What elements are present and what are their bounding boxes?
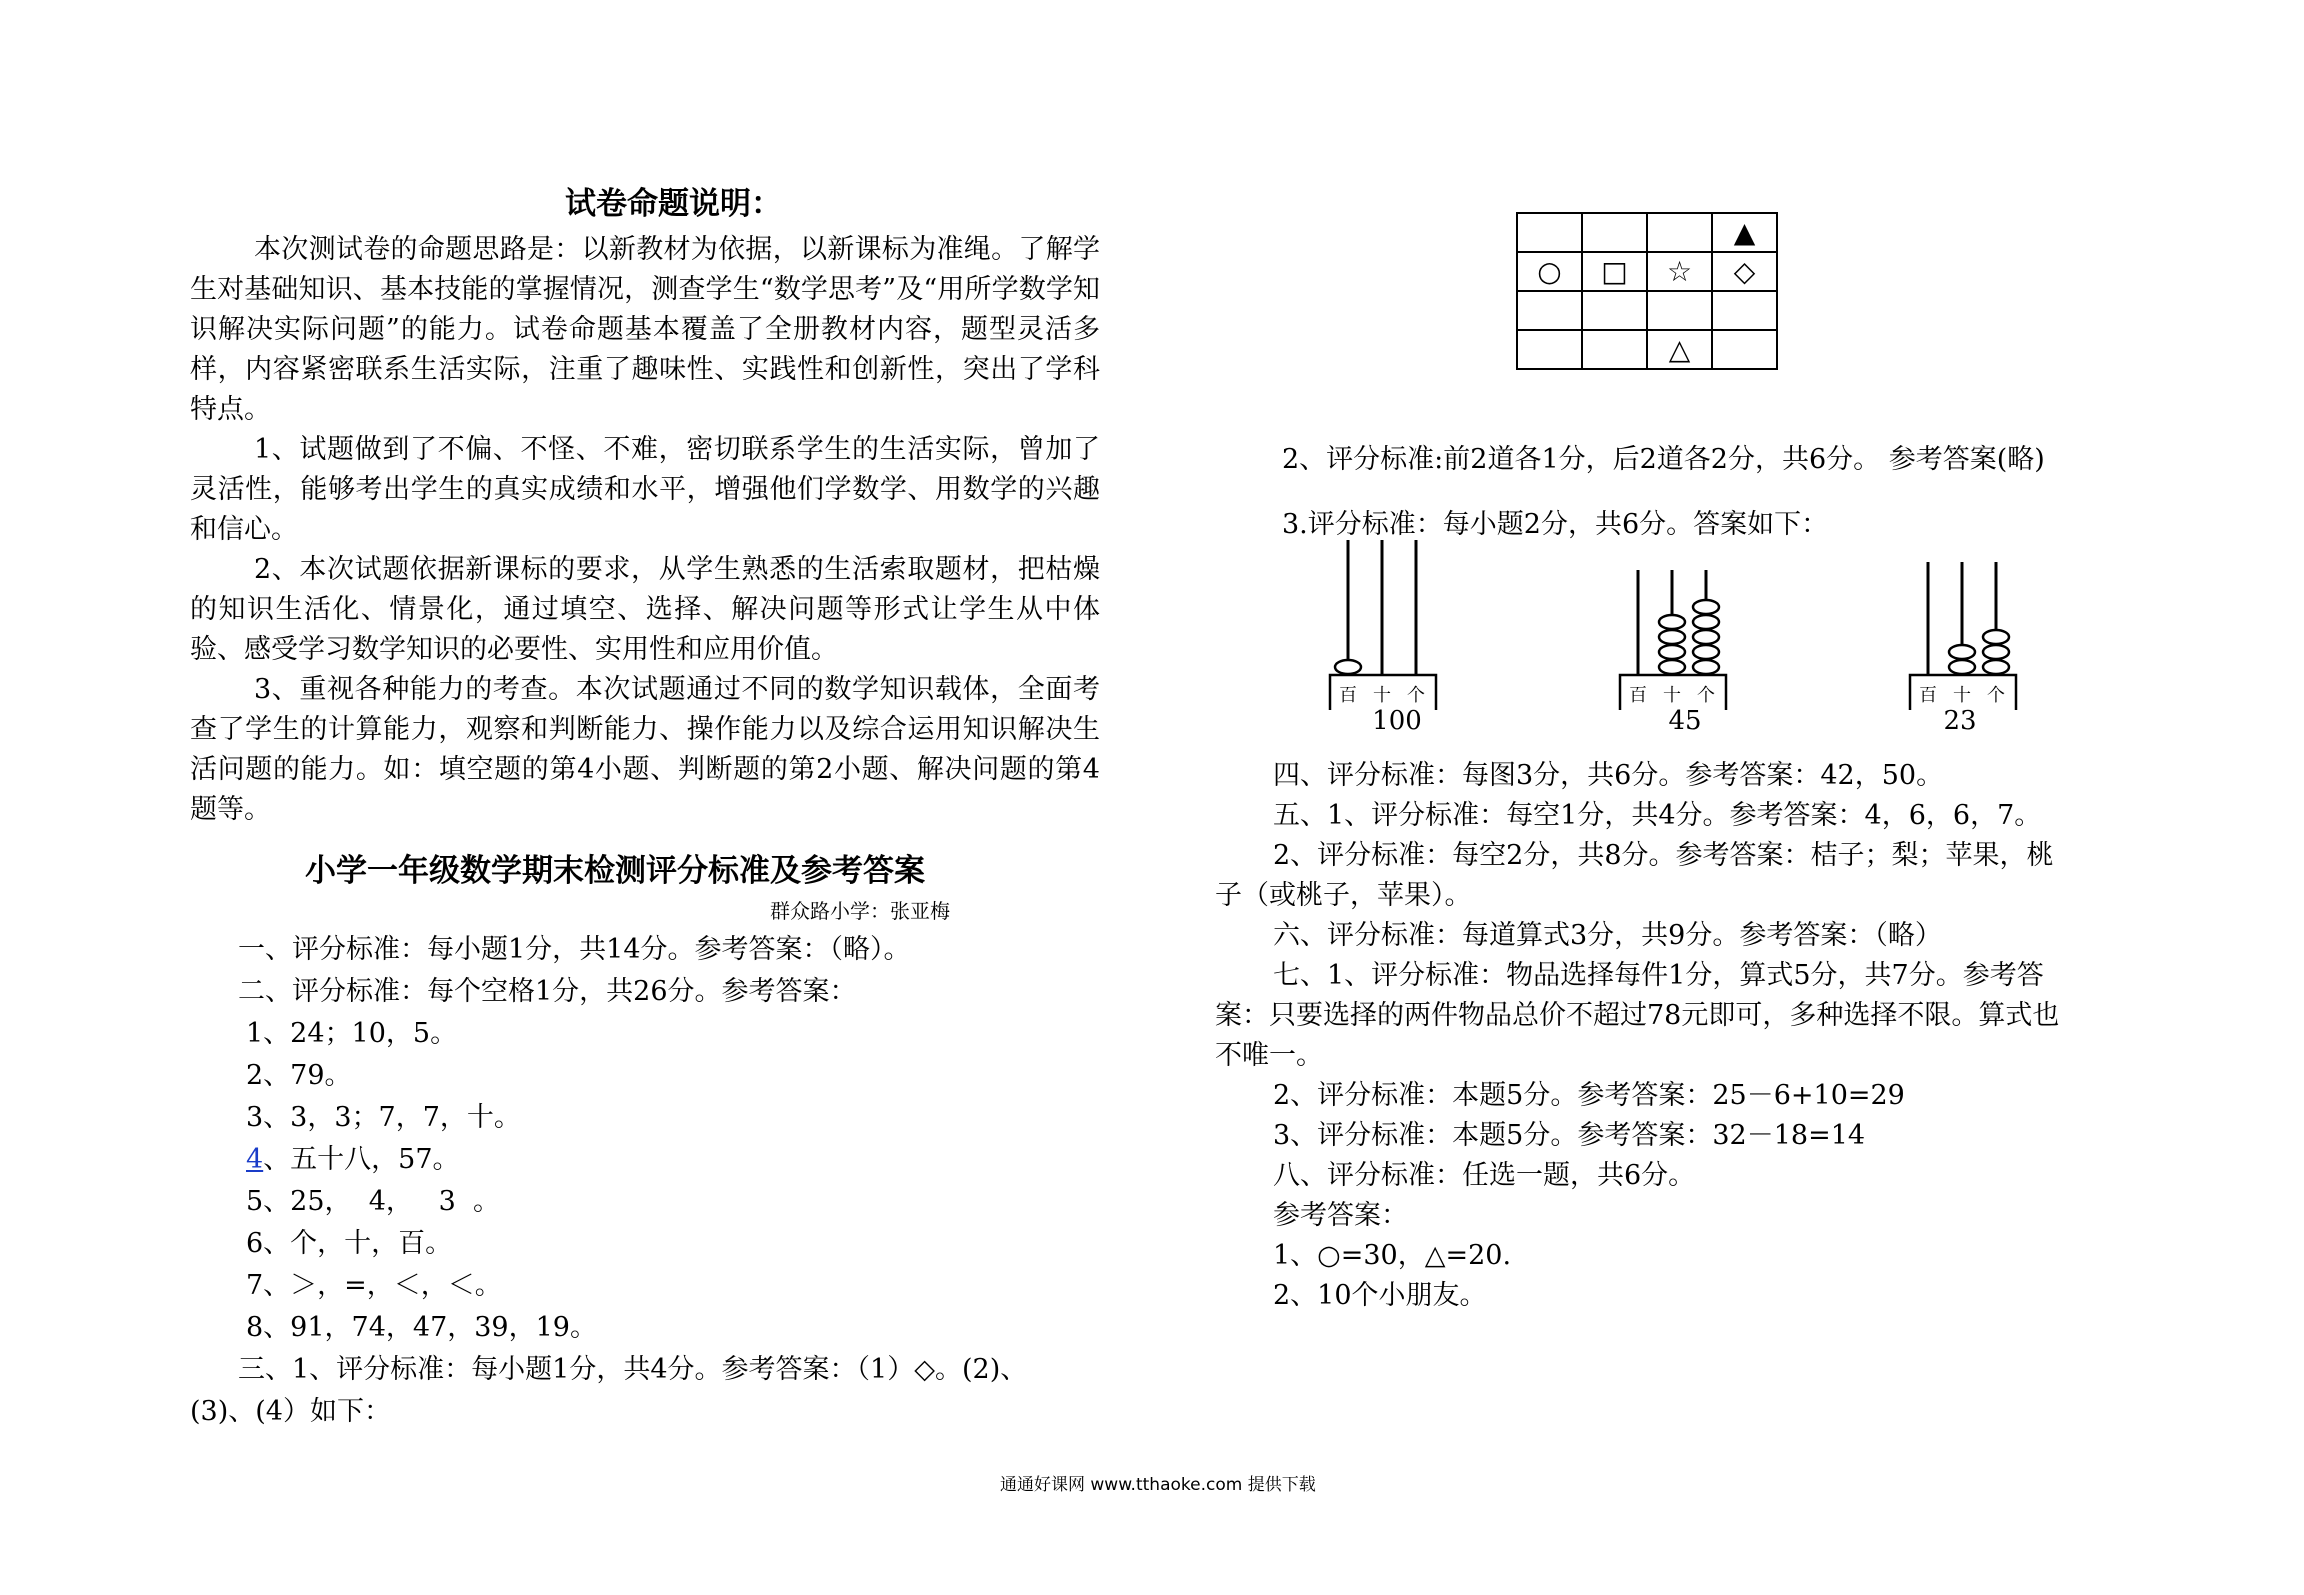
- answer-6: 6、个，十，百。: [246, 1228, 453, 1259]
- intro-paragraph: 本次测试卷的命题思路是：以新教材为依据，以新课标为准绳。了解学生对基础知识、基本技能的掌握情况，测查学生“数学思考”及“用所学数学知识解决实际问题”的能力。试卷命题基本覆盖了全册教材内容，题型灵活多样，内容紧密联系生活实际，注重了趣味性、实践性和创新性，突出了学科特点。: [190, 234, 1100, 425]
- abacus-bead: [1659, 660, 1685, 674]
- abacus-bead: [1983, 660, 2009, 674]
- section-3-line-1: 三、1、评分标准：每小题1分，共4分。参考答案：（1）◇。(2)、: [238, 1354, 1028, 1385]
- abacus-bead: [1949, 645, 1975, 659]
- grid-cell: [1517, 213, 1582, 252]
- section-7-1-line-c: 不唯一。: [1215, 1040, 1323, 1071]
- answer-8: 8、91，74，47，39，19。: [246, 1312, 597, 1343]
- section-1-line: 一、评分标准：每小题1分，共14分。参考答案：（略）。: [238, 934, 911, 965]
- abacus-bead: [1693, 630, 1719, 644]
- abacus-diagrams: [1300, 530, 2200, 710]
- abacus-place-label: 个: [1697, 685, 1715, 706]
- answer-2: 2、79。: [246, 1060, 352, 1091]
- section-7-1-line-b: 案：只要选择的两件物品总价不超过78元即可，多种选择不限。算式也: [1215, 1000, 2060, 1031]
- abacus-bead: [1659, 615, 1685, 629]
- grid-cell: [1582, 213, 1647, 252]
- reference-answer-1: 1、○=30，△=20.: [1273, 1240, 1512, 1271]
- abacus-45: [1620, 570, 1726, 710]
- section-2-line: 二、评分标准：每个空格1分，共26分。参考答案：: [238, 976, 857, 1007]
- section-7-1-line-a: 七、1、评分标准：物品选择每件1分，算式5分，共7分。参考答: [1273, 960, 2044, 991]
- abacus-bead: [1335, 660, 1361, 674]
- section-7-2-line: 2、评分标准：本题5分。参考答案：25－6+10=29: [1273, 1080, 1905, 1111]
- author-line: 群众路小学：张亚梅: [770, 899, 950, 923]
- abacus-bead: [1693, 615, 1719, 629]
- answer-3: 3、3，3；7，7，十。: [246, 1102, 521, 1133]
- grid-cell: [1517, 291, 1582, 330]
- question-3-scoring: 3.评分标准：每小题2分，共6分。答案如下：: [1282, 509, 1829, 540]
- abacus-bead: [1949, 660, 1975, 674]
- question-2-scoring: 2、评分标准:前2道各1分，后2道各2分，共6分。 参考答案(略): [1282, 444, 2045, 475]
- answer-1: 1、24；10，5。: [246, 1018, 458, 1049]
- section-5-2-line-a: 2、评分标准：每空2分，共8分。参考答案：桔子；梨；苹果，桃: [1273, 840, 2054, 871]
- grid-cell: [1582, 330, 1647, 369]
- abacus-bead: [1693, 660, 1719, 674]
- abacus-23: [1910, 562, 2016, 710]
- diamond-icon: ◇: [1712, 252, 1777, 291]
- triangle-icon: △: [1647, 330, 1712, 369]
- shape-grid: [1516, 212, 1778, 370]
- section-4-line: 四、评分标准：每图3分，共6分。参考答案：42，50。: [1273, 760, 1944, 791]
- footer-text: 通通好课网 www.tthaoke.com 提供下载: [1000, 1475, 1316, 1495]
- section-6-line: 六、评分标准：每道算式3分，共9分。参考答案：（略）: [1273, 920, 1942, 951]
- answer-7: 7、＞，=，＜，＜。: [246, 1270, 502, 1301]
- grid-cell: [1647, 291, 1712, 330]
- abacus-bead: [1659, 645, 1685, 659]
- abacus-place-label: 十: [1663, 685, 1681, 706]
- abacus-bead: [1693, 600, 1719, 614]
- abacus-value-3: 23: [1943, 706, 1977, 736]
- explanation-body: [190, 230, 1100, 830]
- reference-answer-2: 2、10个小朋友。: [1273, 1280, 1487, 1311]
- grid-cell: [1647, 213, 1712, 252]
- grid-cell: [1582, 291, 1647, 330]
- square-icon: □: [1582, 252, 1647, 291]
- section-5-1-line: 五、1、评分标准：每空1分，共4分。参考答案：4，6，6，7。: [1273, 800, 2042, 831]
- section-3-line-2: (3)、(4）如下：: [190, 1396, 391, 1427]
- section-7-3-line: 3、评分标准：本题5分。参考答案：32－18=14: [1273, 1120, 1866, 1151]
- abacus-place-label: 百: [1919, 685, 1937, 706]
- grid-cell: [1712, 330, 1777, 369]
- exam-explanation-title: 试卷命题说明：: [565, 186, 782, 222]
- abacus-place-label: 十: [1953, 685, 1971, 706]
- section-5-2-line-b: 子（或桃子，苹果）。: [1215, 880, 1472, 911]
- abacus-bead: [1693, 645, 1719, 659]
- abacus-place-label: 百: [1339, 685, 1357, 706]
- scoring-title: 小学一年级数学期末检测评分标准及参考答案: [305, 853, 925, 889]
- abacus-bead: [1983, 630, 2009, 644]
- star-icon: ☆: [1647, 252, 1712, 291]
- point-1-paragraph: 1、试题做到了不偏、不怪、不难，密切联系学生的生活实际，曾加了灵活性，能够考出学生的真实成绩和水平，增强他们学数学、用数学的兴趣和信心。: [190, 434, 1100, 545]
- abacus-bead: [1659, 630, 1685, 644]
- grid-cell: [1517, 330, 1582, 369]
- point-2-paragraph: 2、本次试题依据新课标的要求，从学生熟悉的生活索取题材，把枯燥的知识生活化、情景化，通过填空、选择、解决问题等形式让学生从中体验、感受学习数学知识的必要性、实用性和应用价值。: [190, 554, 1100, 665]
- answer-4-link[interactable]: 4: [246, 1144, 264, 1175]
- reference-answer-label: 参考答案：: [1273, 1200, 1408, 1231]
- filled-triangle-icon: ▲: [1712, 213, 1777, 252]
- abacus-place-label: 个: [1987, 685, 2005, 706]
- abacus-value-2: 45: [1668, 706, 1702, 736]
- grid-cell: [1712, 291, 1777, 330]
- answer-4: [246, 1140, 460, 1180]
- answer-5: 5、25， 4， 3 。: [246, 1186, 500, 1217]
- section-8-line: 八、评分标准：任选一题，共6分。: [1273, 1160, 1696, 1191]
- point-3-paragraph: 3、重视各种能力的考查。本次试题通过不同的数学知识载体，全面考查了学生的计算能力，观察和判断能力、操作能力以及综合运用知识解决生活问题的能力。如：填空题的第4小题、判断题的第2小题、解决问题的第4题等。: [190, 674, 1100, 825]
- answer-4-text: 、五十八，57。: [263, 1144, 460, 1175]
- circle-icon: ○: [1517, 252, 1582, 291]
- abacus-place-label: 百: [1629, 685, 1647, 706]
- abacus-place-label: 十: [1373, 685, 1391, 706]
- abacus-bead: [1983, 645, 2009, 659]
- abacus-place-label: 个: [1407, 685, 1425, 706]
- abacus-100: [1330, 540, 1436, 710]
- abacus-value-1: 100: [1372, 706, 1422, 736]
